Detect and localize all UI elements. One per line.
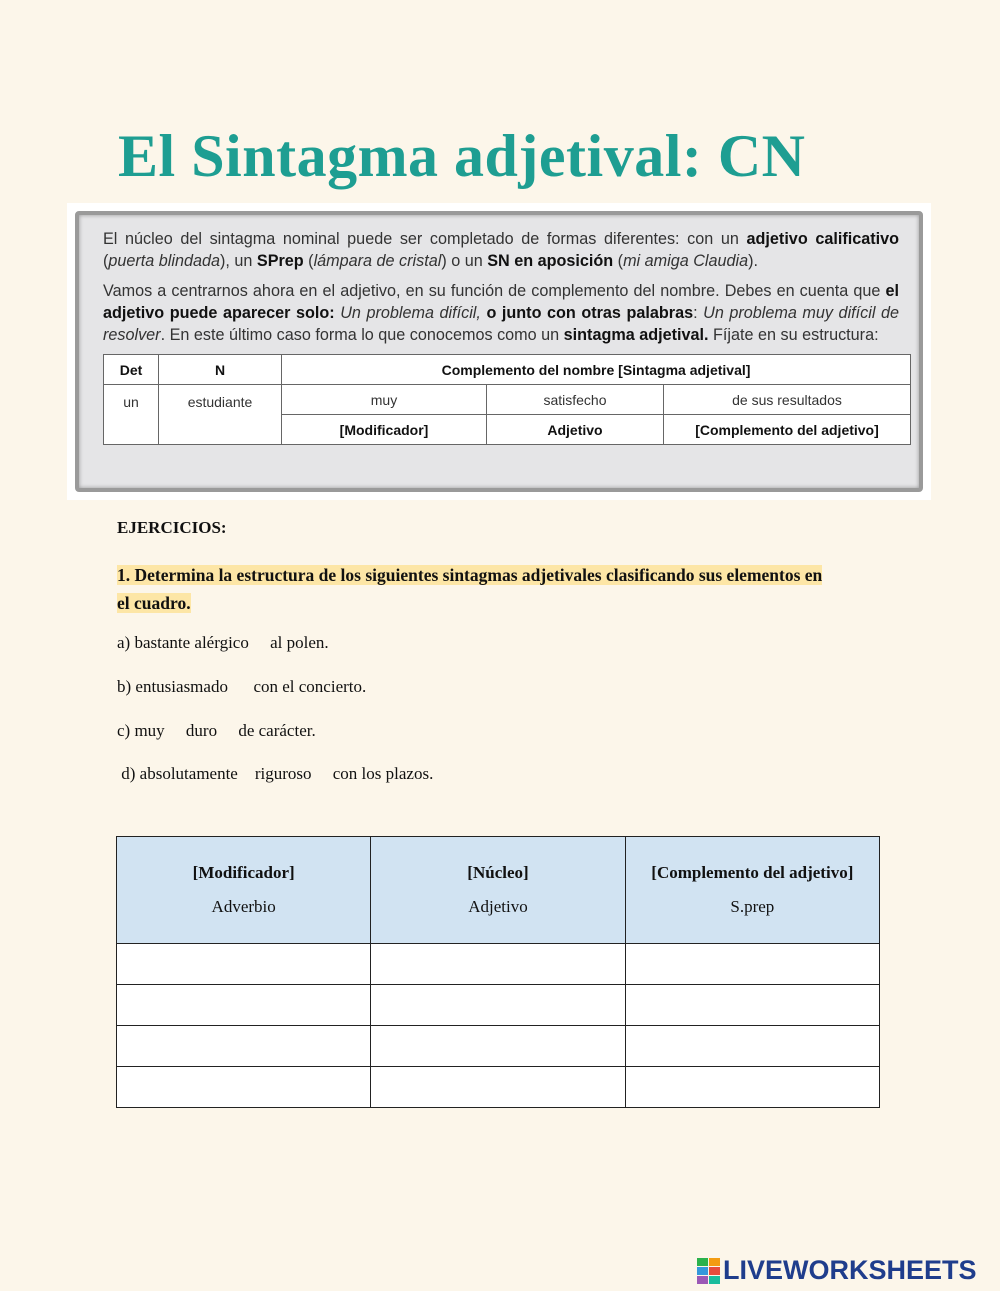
answer-cell[interactable] [117,985,371,1026]
exercise-item-a: a) bastante alérgico al polen. [117,633,329,652]
text-segment: Vamos a centrarnos ahora en el adjetivo, en su función de complemento del nombre. Debes en cuenta que [103,282,886,300]
structure-example-row [104,385,911,415]
answer-header-nucleo-sub: Adjetivo [468,897,528,916]
logo-square [697,1276,708,1284]
role-modificador: [Modificador] [282,415,487,445]
role-complemento: [Complemento del adjetivo] [664,415,911,445]
text-segment: ( [613,252,624,270]
liveworksheets-logo[interactable] [697,1255,977,1286]
theory-paragraph-1 [103,228,899,272]
example-mod: muy [282,385,487,415]
text-segment: Un problema difícil, [340,304,481,322]
role-adjetivo: Adjetivo [487,415,664,445]
answer-row [117,1067,880,1108]
exercise-item-b: b) entusiasmado con el concierto. [117,677,367,696]
question-1 [117,561,837,617]
theory-box [67,203,931,500]
answer-cell[interactable] [117,1067,371,1108]
answer-cell[interactable] [371,944,625,985]
text-segment: mi amiga Claudia [623,252,749,270]
answer-cell[interactable] [371,985,625,1026]
logo-text: LIVEWORKSHEETS [723,1255,977,1285]
answer-header-modificador-sub: Adverbio [211,897,276,916]
text-segment: o junto con otras palabras [486,304,694,322]
answer-cell[interactable] [625,944,879,985]
text-segment: el adjetivo puede aparecer solo: [103,282,899,322]
exercise-item-c: c) muy duro de carácter. [117,721,316,740]
theory-paragraph-2 [103,280,899,346]
answer-row [117,944,880,985]
logo-square [697,1258,708,1266]
answer-header-nucleo [371,837,625,944]
header-n: N [159,355,282,385]
exercises-label: EJERCICIOS: [117,518,227,537]
text-segment: puerta blindada [108,252,220,270]
example-comp: de sus resultados [664,385,911,415]
page-title: El Sintagma adjetival: CN [118,123,806,189]
text-segment: . En este último caso forma lo que conocemos como un [160,326,564,344]
answer-cell[interactable] [625,1026,879,1067]
logo-square [697,1267,708,1275]
answer-cell[interactable] [371,1026,625,1067]
text-segment: El núcleo del sintagma nominal puede ser completado de formas diferentes: con un [103,230,747,248]
answer-cell[interactable] [117,1026,371,1067]
answer-cell[interactable] [371,1067,625,1108]
text-segment: lámpara de cristal [313,252,442,270]
logo-square [709,1276,720,1284]
header-det: Det [104,355,159,385]
structure-example-table [103,354,911,445]
logo-square [709,1258,720,1266]
answer-cell[interactable] [625,1067,879,1108]
question-1-text: 1. Determina la estructura de los siguientes sintagmas adjetivales clasificando sus elementos en el cuadro. [117,565,823,613]
text-segment: : [693,304,704,322]
logo-icon [697,1258,720,1284]
text-segment: Fíjate en su estructura: [708,326,879,344]
answer-table [116,836,880,1108]
exercise-item-d: d) absolutamente riguroso con los plazos. [117,764,434,783]
answer-header-complemento-sub: S.prep [730,897,775,916]
text-segment: SN en aposición [487,252,614,270]
text-segment: sintagma adjetival. [563,326,709,344]
answer-header-modificador [117,837,371,944]
text-segment: ( [303,252,314,270]
example-adj: satisfecho [487,385,664,415]
text-segment: Un problema muy difícil de resolver [103,304,900,344]
answer-header-row [117,837,880,944]
structure-header-row [104,355,911,385]
example-det: un [104,385,159,445]
example-n: estudiante [159,385,282,445]
answer-header-modificador-label: [Modificador] [192,863,295,882]
theory-box-inner [75,211,923,492]
answer-header-complemento [625,837,879,944]
answer-cell[interactable] [625,985,879,1026]
text-segment: ). [748,252,759,270]
text-segment: ) o un [441,252,488,270]
text-segment: SPrep [256,252,304,270]
logo-square [709,1267,720,1275]
answer-header-nucleo-label: [Núcleo] [467,863,529,882]
text-segment: ), un [220,252,257,270]
answer-header-complemento-label: [Complemento del adjetivo] [651,863,854,882]
answer-cell[interactable] [117,944,371,985]
answer-row [117,1026,880,1067]
text-segment: adjetivo calificativo [746,230,899,248]
text-segment: ( [103,252,109,270]
answer-row [117,985,880,1026]
header-cn: Complemento del nombre [Sintagma adjetival] [282,355,911,385]
